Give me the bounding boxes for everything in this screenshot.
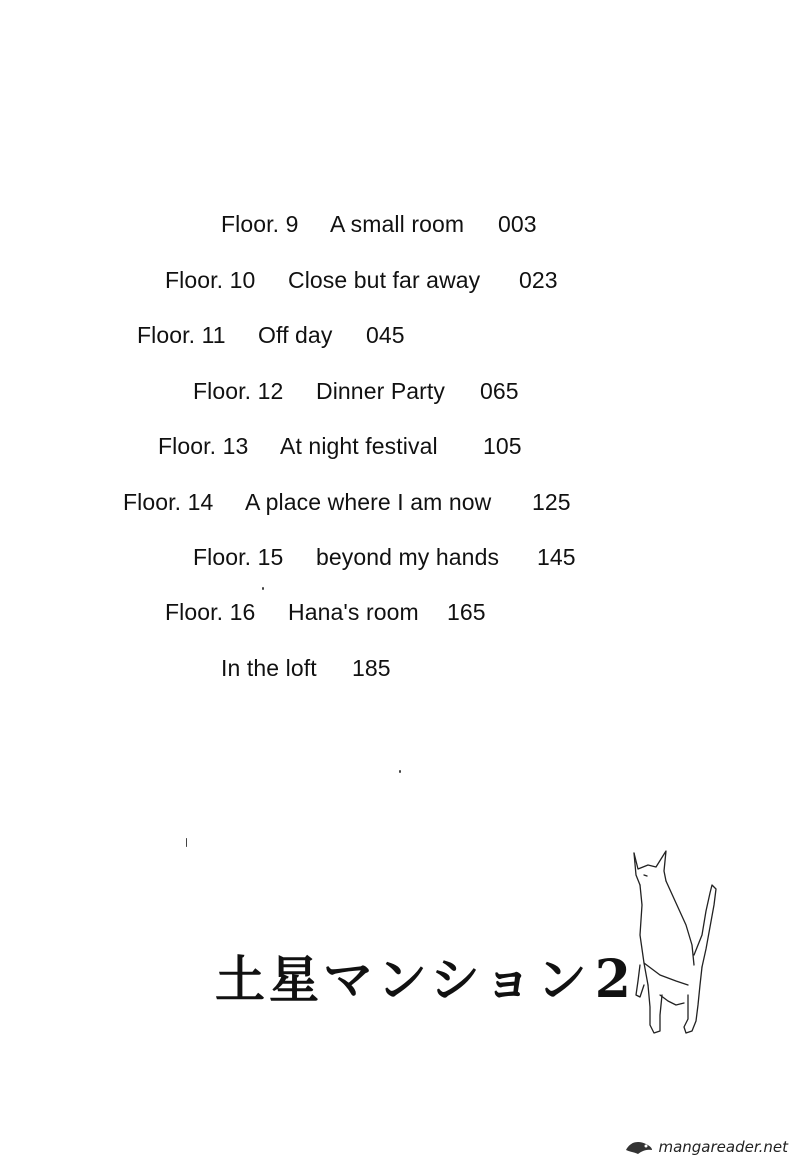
toc-row: [193, 376, 519, 406]
toc-row: [123, 487, 571, 517]
scan-speck: [262, 587, 264, 590]
toc-title: Hana's room: [288, 599, 419, 625]
scan-speck: [186, 838, 187, 847]
toc-floor: Floor. 13: [158, 433, 249, 459]
toc-floor: Floor. 10: [165, 267, 256, 293]
toc-page: 065: [480, 378, 519, 404]
toc-row: [165, 597, 486, 627]
toc-title: At night festival: [280, 433, 438, 459]
toc-title: In the loft: [221, 655, 317, 681]
toc-page: 165: [447, 599, 486, 625]
toc-page: 145: [537, 544, 576, 570]
watermark: [624, 1138, 788, 1156]
toc-page: 023: [519, 267, 558, 293]
toc-row: [158, 431, 522, 461]
toc-page: 003: [498, 211, 537, 237]
toc-title: A place where I am now: [245, 489, 492, 515]
toc-floor: Floor. 16: [165, 599, 256, 625]
watermark-logo-icon: [624, 1138, 654, 1156]
toc-title: Close but far away: [288, 267, 481, 293]
toc-floor: Floor. 12: [193, 378, 284, 404]
toc-title: beyond my hands: [316, 544, 500, 570]
toc-page: 185: [352, 655, 391, 681]
toc-row: [165, 265, 558, 295]
toc-title: Off day: [258, 322, 333, 348]
book-volume: 2: [594, 949, 635, 1010]
book-title: [215, 950, 635, 1010]
toc-title: A small room: [330, 211, 465, 237]
toc-page: 105: [483, 433, 522, 459]
toc-floor: Floor. 9: [221, 211, 299, 237]
watermark-text: mangareader.net: [658, 1138, 788, 1156]
toc-row: [193, 542, 576, 572]
toc-floor: Floor. 15: [193, 544, 284, 570]
toc-title: Dinner Party: [316, 378, 446, 404]
book-title-text: 土星マンション: [215, 951, 591, 1009]
toc-floor: Floor. 11: [137, 322, 226, 348]
toc-page: 045: [366, 322, 405, 348]
toc-page: 125: [532, 489, 571, 515]
scan-speck: [399, 770, 401, 773]
cat-icon: [620, 845, 740, 1055]
toc-row: [221, 209, 537, 239]
toc-row: [137, 320, 405, 350]
toc-row: [221, 653, 391, 683]
toc-floor: Floor. 14: [123, 489, 214, 515]
